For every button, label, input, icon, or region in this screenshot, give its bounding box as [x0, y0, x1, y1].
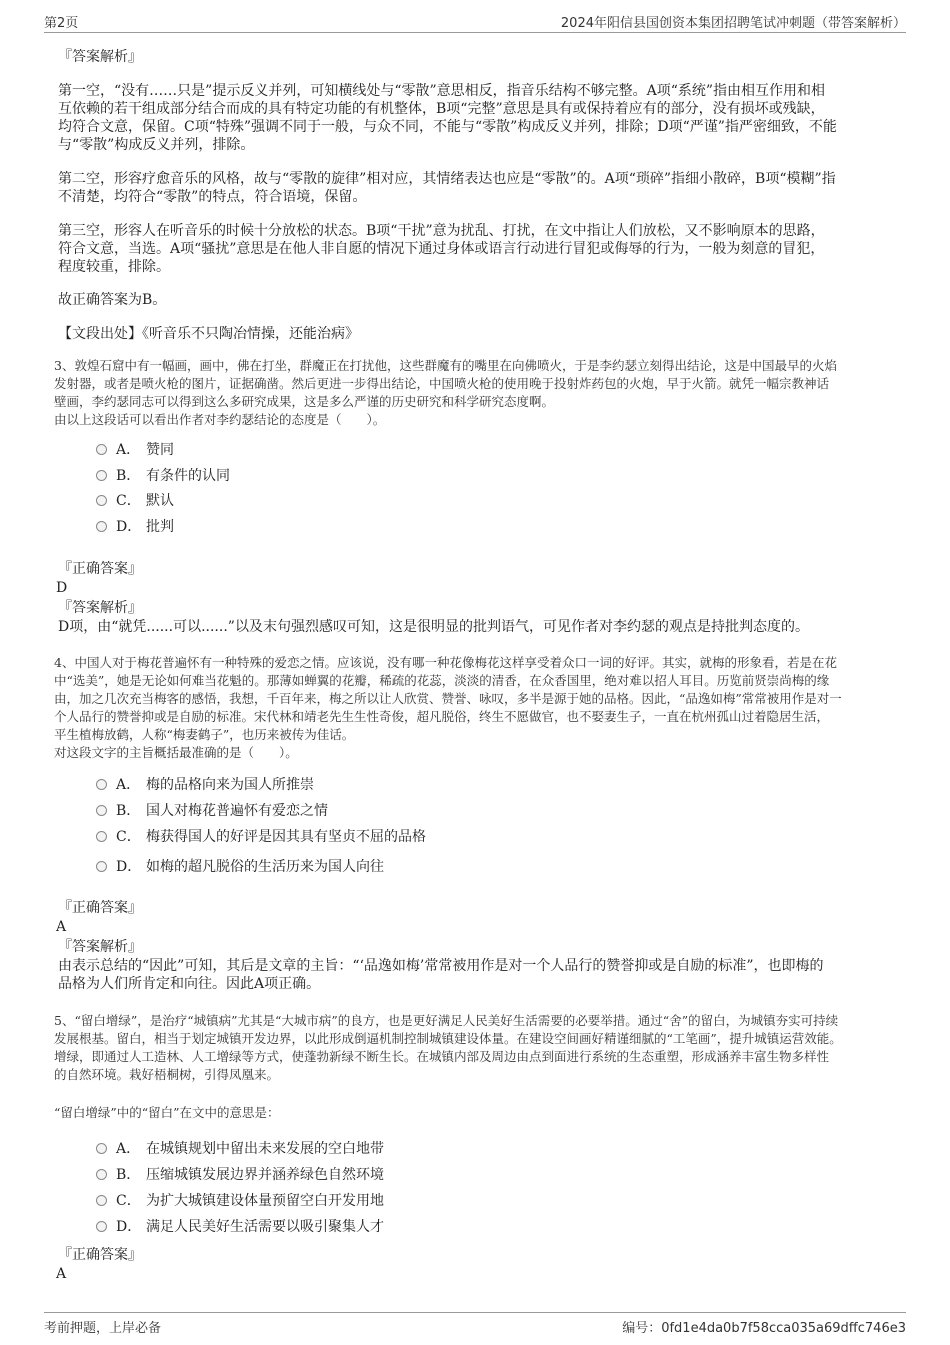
q4-option-d[interactable]: D． 如梅的超凡脱俗的生活历来为国人向往 — [96, 858, 384, 876]
question-5-prompt: “留白增绿”中的“留白”在文中的意思是： — [54, 1105, 280, 1120]
q4-analysis-tag: 『答案解析』 — [58, 939, 142, 955]
page-footer — [44, 1312, 906, 1337]
analysis-paragraph-3: 第三空，形容人在听音乐的时候十分放松的状态。B项“干扰”意为扰乱、打扰，在文中指让人们放松，又不影响原本的思路， 符合文意，当选。A项“骚扰”意思是在他人非自愿的情况下通过身体或语言行动进行冒犯或侮辱的行为，一般为刻意的冒犯， 程度较重，排除。 — [58, 223, 825, 275]
page-header — [44, 10, 906, 33]
question-3-text: 3、敦煌石窟中有一幅画，画中，佛在打坐，群魔正在打扰他，这些群魔有的嘴里在向佛喷火，于是李约瑟立刻得出结论，这是中国最早的火焰 发射器，或者是喷火枪的图片，证据确凿。然后更进一步得出结论，中国喷火枪的使用晚于投射炸药包的火炮，早于火箭。就凭一幅宗教神话 壁画，李约瑟同志可以得到这么多研究成果，这是多么严谨的历史研究和科学研究态度啊。 由以上这段话可以看出作者对李约瑟结论的态度是（ ）。 — [54, 358, 837, 427]
radio-icon[interactable] — [96, 1143, 107, 1154]
radio-icon[interactable] — [96, 805, 107, 816]
analysis-paragraph-1: 第一空，“没有……只是”提示反义并列，可知横线处与“零散”意思相反，指音乐结构不够完整。A项“系统”指由相互作用和相 互依赖的若干组成部分结合而成的具有特定功能的有机整体，B项“完整”意思是具有或保持着应有的部分，没有损坏或残缺， 均符合文意，保留。C项“特殊”强调不同于一般，与众不同，不能与“零散”构成反义并列，排除；D项“严谨”指严密细致，不能 与“零散”构成反义并列，排除。 — [58, 83, 837, 153]
analysis-tag: 『答案解析』 — [58, 49, 142, 65]
source-line: 【文段出处】《听音乐不只陶冶情操，还能治病》 — [58, 326, 359, 342]
q3-option-d[interactable]: D． 批判 — [96, 518, 174, 536]
radio-icon[interactable] — [96, 831, 107, 842]
q4-option-a[interactable]: A． 梅的品格向来为国人所推崇 — [96, 776, 314, 794]
radio-icon[interactable] — [96, 1221, 107, 1232]
q5-option-d[interactable]: D． 满足人民美好生活需要以吸引聚集人才 — [96, 1218, 384, 1236]
answer-conclusion: 故正确答案为B。 — [58, 292, 167, 308]
q4-answer: A — [56, 919, 67, 935]
q5-option-c[interactable]: C． 为扩大城镇建设体量预留空白开发用地 — [96, 1192, 384, 1210]
q5-answer: A — [56, 1266, 67, 1282]
document-id: 编号：0fd1e4da0b7f58cca035a69dffc746e3 — [622, 1321, 906, 1336]
radio-icon[interactable] — [96, 470, 107, 481]
q3-answer: D — [56, 580, 68, 596]
radio-icon[interactable] — [96, 1169, 107, 1180]
q3-analysis-tag: 『答案解析』 — [58, 600, 142, 616]
q3-analysis: D项，由“就凭......可以......”以及末句强烈感叹可知，这是很明显的批判语气，可见作者对李约瑟的观点是持批判态度的。 — [58, 619, 809, 635]
question-5-text: 5、“留白增绿”，是治疗“城镇病”尤其是“大城市病”的良方，也是更好满足人民美好生活需要的必要举措。通过“舍”的留白，为城镇夯实可持续 发展根基。留白，相当于划定城镇开发边界，以此形成倒逼机制控制城镇建设体量。在建设空间画好精谨细腻的“工笔画”，提升城镇运营效能。 增绿，即通过人工造林、人工增绿等方式，使蓬勃新绿不断生长。在城镇内部及周边由点到面进行系统的生态重塑，形成涵养丰富生物多样性 的自然环境。栽好梧桐树，引得凤凰来。 — [54, 1013, 842, 1082]
radio-icon[interactable] — [96, 861, 107, 872]
q5-option-a[interactable]: A． 在城镇规划中留出未来发展的空白地带 — [96, 1140, 384, 1158]
analysis-paragraph-2: 第二空，形容疗愈音乐的风格，故与“零散的旋律”相对应，其情绪表达也应是“零散”的。A项“琐碎”指细小散碎，B项“模糊”指 不清楚，均符合“零散”的特点，符合语境，保留。 — [58, 171, 836, 205]
q5-option-b[interactable]: B． 压缩城镇发展边界并涵养绿色自然环境 — [96, 1166, 384, 1184]
footer-slogan: 考前押题，上岸必备 — [44, 1321, 162, 1336]
q3-correct-tag: 『正确答案』 — [58, 561, 142, 577]
radio-icon[interactable] — [96, 1195, 107, 1206]
document-title: 2024年阳信县国创资本集团招聘笔试冲刺题（带答案解析） — [560, 16, 906, 31]
q3-option-b[interactable]: B． 有条件的认同 — [96, 467, 230, 485]
question-4-text: 4、中国人对于梅花普遍怀有一种特殊的爱恋之情。应该说，没有哪一种花像梅花这样享受着众口一词的好评。其实，就梅的形象看，若是在花 中“选美”，她是无论如何难当花魁的。那薄如蝉翼的花瓣，稀疏的花蕊，淡淡的清香，在众香国里，绝对难以招人耳目。历览前贤崇尚梅的缘 由，加之几次充当梅客的感悟，我想，千百年来，梅之所以让人欣赏、赞誉、咏叹，多半是源于她的品格。因此，“品逸如梅”常常被用作是对一 个人品行的赞誉抑或是自励的标准。宋代林和靖老先生生性奇俊，超凡脱俗，终生不愿做官，也不娶妻生子，一直在杭州孤山过着隐居生活， 平生植梅放鹤，人称“梅妻鹤子”，也历来被传为佳话。 对这段文字的主旨概括最准确的是（ ）。 — [54, 655, 842, 760]
radio-icon[interactable] — [96, 521, 107, 532]
q4-option-c[interactable]: C． 梅获得国人的好评是因其具有坚贞不屈的品格 — [96, 828, 426, 846]
q5-correct-tag: 『正确答案』 — [58, 1247, 142, 1263]
q4-correct-tag: 『正确答案』 — [58, 900, 142, 916]
q3-option-a[interactable]: A． 赞同 — [96, 441, 174, 459]
q3-option-c[interactable]: C． 默认 — [96, 492, 174, 510]
q4-option-b[interactable]: B． 国人对梅花普遍怀有爱恋之情 — [96, 802, 328, 820]
radio-icon[interactable] — [96, 444, 107, 455]
q4-analysis: 由表示总结的“因此”可知，其后是文章的主旨：“‘品逸如梅’常常被用作是对一个人品行的赞誉抑或是自励的标准”，也即梅的 品格为人们所肯定和向往。因此A项正确。 — [58, 958, 824, 992]
radio-icon[interactable] — [96, 779, 107, 790]
radio-icon[interactable] — [96, 495, 107, 506]
page-number: 第2页 — [44, 16, 79, 31]
